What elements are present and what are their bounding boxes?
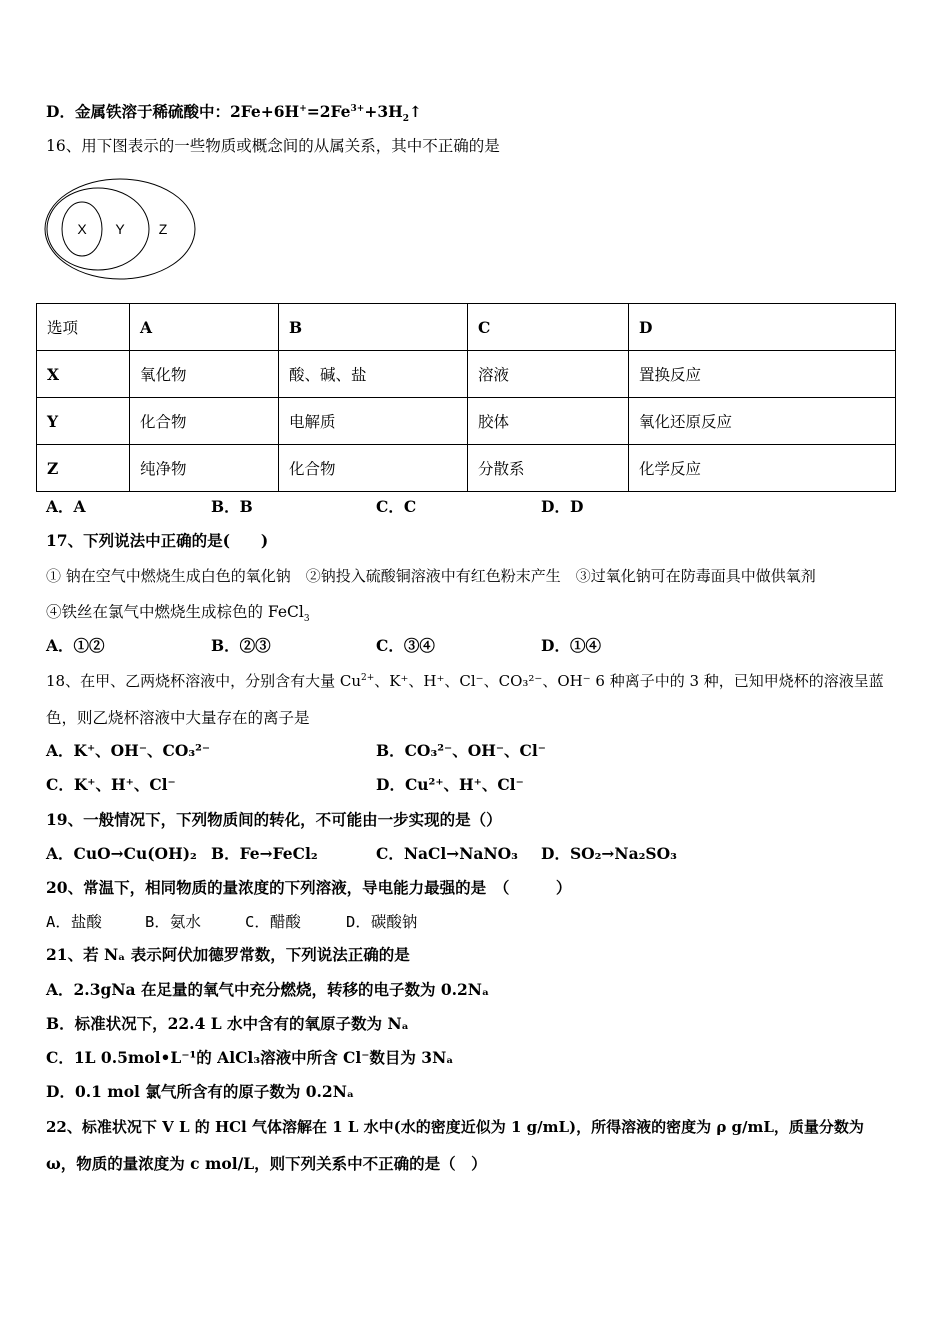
- table-cell: 电解质: [279, 398, 468, 445]
- q17-statements-line1: ① 钠在空气中燃烧生成白色的氧化钠 ②钠投入硫酸铜溶液中有红色粉末产生 ③过氧化钠可在防毒面具中做供氧剂: [46, 567, 816, 585]
- q21-stem: 21、若 Nₐ 表示阿伏加德罗常数，下列说法正确的是: [46, 945, 410, 964]
- table-header-cell: D: [629, 304, 896, 351]
- q20-option-d: D．碳酸钠: [346, 913, 418, 931]
- table-cell: X: [37, 351, 130, 398]
- q16-option-c: C．C: [376, 497, 417, 516]
- q19-option-a: A．CuO→Cu(OH)₂: [46, 844, 197, 863]
- q17-sub: 3: [303, 614, 310, 625]
- q21-option-b: B．标准状况下，22.4 L 水中含有的氧原子数为 Nₐ: [46, 1014, 409, 1033]
- q19-stem: 19、一般情况下，下列物质间的转化，不可能由一步实现的是（）: [46, 810, 502, 829]
- q20-stem: 20、常温下，相同物质的量浓度的下列溶液，导电能力最强的是 （ ）: [46, 878, 572, 897]
- q19-option-b: B．Fe→FeCl₂: [211, 844, 318, 863]
- table-header-row: [37, 304, 896, 351]
- table-cell: 纯净物: [130, 445, 279, 492]
- table-cell: 化合物: [279, 445, 468, 492]
- table-row: [37, 398, 896, 445]
- q16-stem: 16、用下图表示的一些物质或概念间的从属关系，其中不正确的是: [46, 137, 500, 155]
- q15-mid1: =2Fe: [306, 102, 351, 121]
- q16-option-a: A．A: [46, 497, 86, 516]
- q17-statements-line2: [46, 601, 310, 623]
- q21-option-d: D．0.1 mol 氯气所含有的原子数为 0.2Nₐ: [46, 1082, 355, 1101]
- table-cell: 氧化物: [130, 351, 279, 398]
- q16-option-b: B．B: [211, 497, 253, 516]
- table-header-cell: 选项: [37, 304, 130, 351]
- table-cell: 分散系: [468, 445, 629, 492]
- q15-option-label: D．: [46, 102, 75, 121]
- q22-stem-line1: 22、标准状况下 V L 的 HCl 气体溶解在 1 L 水中(水的密度近似为 1 g/mL)，所得溶液的密度为 ρ g/mL，质量分数为: [46, 1118, 864, 1136]
- table-cell: 置换反应: [629, 351, 896, 398]
- q17-statement-4: ④铁丝在氯气中燃烧生成棕色的 FeCl: [46, 603, 304, 621]
- table-row: [37, 351, 896, 398]
- q16-option-d: D．D: [541, 497, 584, 516]
- q17-stem: 17、下列说法中正确的是( ): [46, 531, 269, 550]
- table-header-cell: B: [279, 304, 468, 351]
- table-cell: 酸、碱、盐: [279, 351, 468, 398]
- table-row: [37, 445, 896, 492]
- q18-stem-rest: 、K⁺、H⁺、Cl⁻、CO₃²⁻、OH⁻ 6 种离子中的 3 种，已知甲烧杯的溶液呈蓝: [374, 672, 884, 690]
- venn-label-z: Z: [158, 221, 168, 237]
- q18-stem-line1: [46, 670, 884, 692]
- q18-option-c: C．K⁺、H⁺、Cl⁻: [46, 775, 176, 794]
- q15-sup2: 3+: [350, 103, 365, 114]
- table-cell: 胶体: [468, 398, 629, 445]
- table-header-cell: C: [468, 304, 629, 351]
- q22-stem-line2: ω，物质的量浓度为 c mol/L，则下列关系中不正确的是（ ）: [46, 1154, 487, 1173]
- q20-option-a: A．盐酸: [46, 913, 102, 931]
- q18-option-a: A．K⁺、OH⁻、CO₃²⁻: [46, 741, 211, 760]
- table-cell: 溶液: [468, 351, 629, 398]
- q15-mid2: +3H: [364, 102, 403, 121]
- q19-option-c: C．NaCl→NaNO₃: [376, 844, 518, 863]
- q17-option-c: C．③④: [376, 636, 435, 655]
- table-cell: 氧化还原反应: [629, 398, 896, 445]
- q20-option-c: C．醋酸: [245, 913, 301, 931]
- q17-option-b: B．②③: [211, 636, 271, 655]
- q17-option-d: D．①④: [541, 636, 601, 655]
- q15-sup1: +: [299, 103, 307, 114]
- q18-stem-part1: 18、在甲、乙两烧杯溶液中，分别含有大量 Cu: [46, 672, 361, 690]
- q18-sup: 2+: [361, 673, 375, 683]
- q15-sub: 2: [402, 114, 410, 125]
- q16-table: [36, 303, 896, 492]
- q18-option-b: B．CO₃²⁻、OH⁻、Cl⁻: [376, 741, 546, 760]
- q20-option-b: B．氨水: [145, 913, 201, 931]
- venn-label-x: X: [77, 221, 87, 237]
- q19-option-d: D．SO₂→Na₂SO₃: [541, 844, 677, 863]
- table-header-cell: A: [130, 304, 279, 351]
- q15-text: 金属铁溶于稀硫酸中：2Fe+6H: [74, 102, 300, 121]
- table-cell: 化合物: [130, 398, 279, 445]
- q17-option-a: A．①②: [46, 636, 105, 655]
- venn-diagram: [42, 176, 198, 282]
- q15-option-d: [46, 101, 422, 123]
- q21-option-a: A．2.3gNa 在足量的氧气中充分燃烧，转移的电子数为 0.2Nₐ: [46, 980, 490, 999]
- table-cell: Z: [37, 445, 130, 492]
- q18-option-d: D．Cu²⁺、H⁺、Cl⁻: [376, 775, 524, 794]
- table-cell: 化学反应: [629, 445, 896, 492]
- q21-option-c: C．1L 0.5mol•L⁻¹的 AlCl₃溶液中所含 Cl⁻数目为 3Nₐ: [46, 1048, 454, 1067]
- q15-arrow: ↑: [409, 102, 423, 121]
- table-cell: Y: [37, 398, 130, 445]
- venn-label-y: Y: [115, 221, 125, 237]
- q18-stem-line2: 色，则乙烧杯溶液中大量存在的离子是: [46, 709, 310, 727]
